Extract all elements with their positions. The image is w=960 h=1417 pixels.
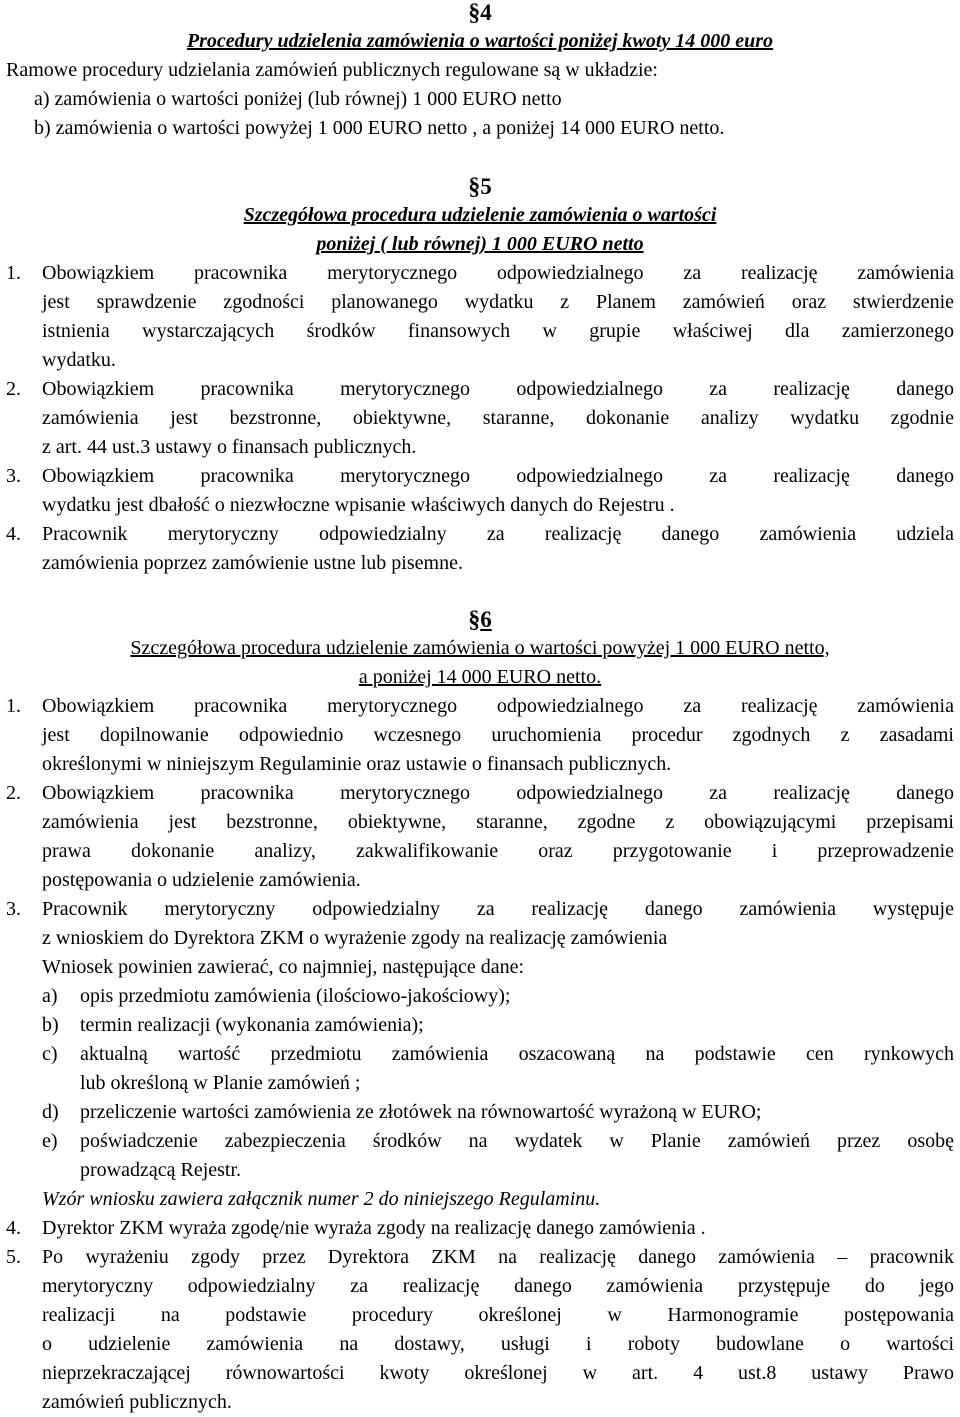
paragraph-number: 1. (6, 695, 21, 717)
section-4-title: Procedury udzielenia zamówienia o wartości poniżej kwoty 14 000 euro (186, 30, 774, 52)
section-4-heading: §4 (468, 0, 492, 26)
section-4-intro: Ramowe procedury udzielania zamówień publicznych regulowane są w układzie: (6, 59, 658, 81)
section-4-item-b: b) zamówienia o wartości powyżej 1 000 EURO netto , a poniżej 14 000 EURO netto. (34, 117, 725, 139)
paragraph-number: 1. (6, 262, 21, 284)
document-page: §4 Procedury udzielenia zamówienia o wartości poniżej kwoty 14 000 euro Ramowe procedury udzielania zamówień publicznych regulowane są w układzie: a) zamówienia o wartości poniżej (lub równej) 1 000 EURO netto b) zamówienia o wartości powyżej 1 000 EURO netto , a poniżej 14 000 EURO netto. §5 Szczegółowa procedura udzielenie zamówienia o wartości poniżej ( lub równej) 1 000 EURO netto 1. Obowiązkiem pracownika merytorycznego odpowiedzialnego za realizację zamówienia jest sprawdzenie zgodności planowanego wydatku z Planem zamówień oraz stwierdzenie istnienia wystarczających środków finansowych w grupie właściwej dla zamierzonego wydatku. 2. Obowiązkiem pracownika merytorycznego odpowiedzialnego za realizację danego zamówienia jest bezstronne, obiektywne, staranne, dokonanie analizy wydatku zgodnie z art. 44 ust.3 ustawy o finansach publicznych. 3. Obowiązkiem pracownika merytorycznego odpowiedzialnego za realizację danego wydatku jest dbałość o niezwłoczne wpisanie właściwych danych do Rejestru . 4. Pracownik merytoryczny odpowiedzialny za realizację danego zamówienia udziela zamówienia poprzez zamówienie ustne lub pisemne. §6 Szczegółowa procedura udzielenie zamówienia o wartości powyżej 1 000 EURO netto, a poniżej 14 000 EURO netto. 1. Obowiązkiem pracownika merytorycznego odpowiedzialnego za realizację zamówienia jest dopilnowanie odpowiednio wczesnego uruchomienia procedur zgodnych z zasadami określonymi w niniejszym Regulaminie oraz ustawie o finansach publicznych. 2. Obowiązkiem pracownika merytorycznego odpowiedzialnego za realizację danego zamówienia jest bezstronne, obiektywne, staranne, zgodne z obowiązującymi przepisami prawa dokonanie analizy, zakwalifikowanie oraz przygotowanie i przeprowadzenie postępowania o udzielenie zamówienia. 3. Pracownik merytoryczny odpowiedzialny za realizację danego zamówienia występuje z wnioskiem do Dyrektora ZKM o wyrażenie zgody na realizację zamówienia Wniosek powinien zawierać, co najmniej, następujące dane: a) opis przedmiotu zamówienia (ilościowo-jakościowy); b) termin realizacji (wykonania zamówienia); c) aktualną wartość przedmiotu zamówienia oszacowaną na podstawie cen rynkowych lub określoną w Planie zamówień ; d) przeliczenie wartości zamówienia ze złotówek na równowartość wyrażoną w EURO; e) poświadczenie zabezpieczenia środków na wydatek w Planie zamówień przez osobę prowadzącą Rejestr. Wzór wniosku zawiera załącznik numer 2 do niniejszego Regulaminu. 4. Dyrektor ZKM wyraża zgodę/nie wyraża zgody na realizację danego zamówienia . 5. Po wyrażeniu zgody przez Dyrektora ZKM na realizację danego zamówienia – pracownik merytoryczny odpowiedzialny za realizację danego zamówienia przystępuje do jego realizacji na podstawie procedury określonej w Harmonogramie postępowania o udzielenie zamówienia na dostawy, usługi i roboty budowlane o wartości nieprzekraczającej równowartości kwoty określonej w art. 4 ust.8 ustawy Prawo zamówień publicznych. (0, 0, 960, 1416)
paragraph-number: 3. (6, 898, 21, 920)
paragraph-number: 4. (6, 1217, 21, 1239)
paragraph-number: 3. (6, 465, 21, 487)
paragraph-number: 4. (6, 523, 21, 545)
section-5-heading: §5 (468, 174, 492, 200)
paragraph-number: 5. (6, 1246, 21, 1268)
section-6-title-line1: Szczegółowa procedura udzielenie zamówienia o wartości powyżej 1 000 EURO netto, (130, 637, 830, 659)
section-6-title-line2: a poniżej 14 000 EURO netto. (358, 666, 602, 688)
paragraph-number: 2. (6, 378, 21, 400)
attachment-note: Wzór wniosku zawiera załącznik numer 2 do niniejszego Regulaminu. (42, 1188, 601, 1210)
paragraph-number: 2. (6, 782, 21, 804)
section-5-title-line2: poniżej ( lub równej) 1 000 EURO netto (316, 233, 644, 255)
section-5-title-line1: Szczegółowa procedura udzielenie zamówienia o wartości (243, 204, 717, 226)
section-4-item-a: a) zamówienia o wartości poniżej (lub równej) 1 000 EURO netto (34, 88, 562, 110)
section-6-heading: §6 (468, 607, 492, 633)
